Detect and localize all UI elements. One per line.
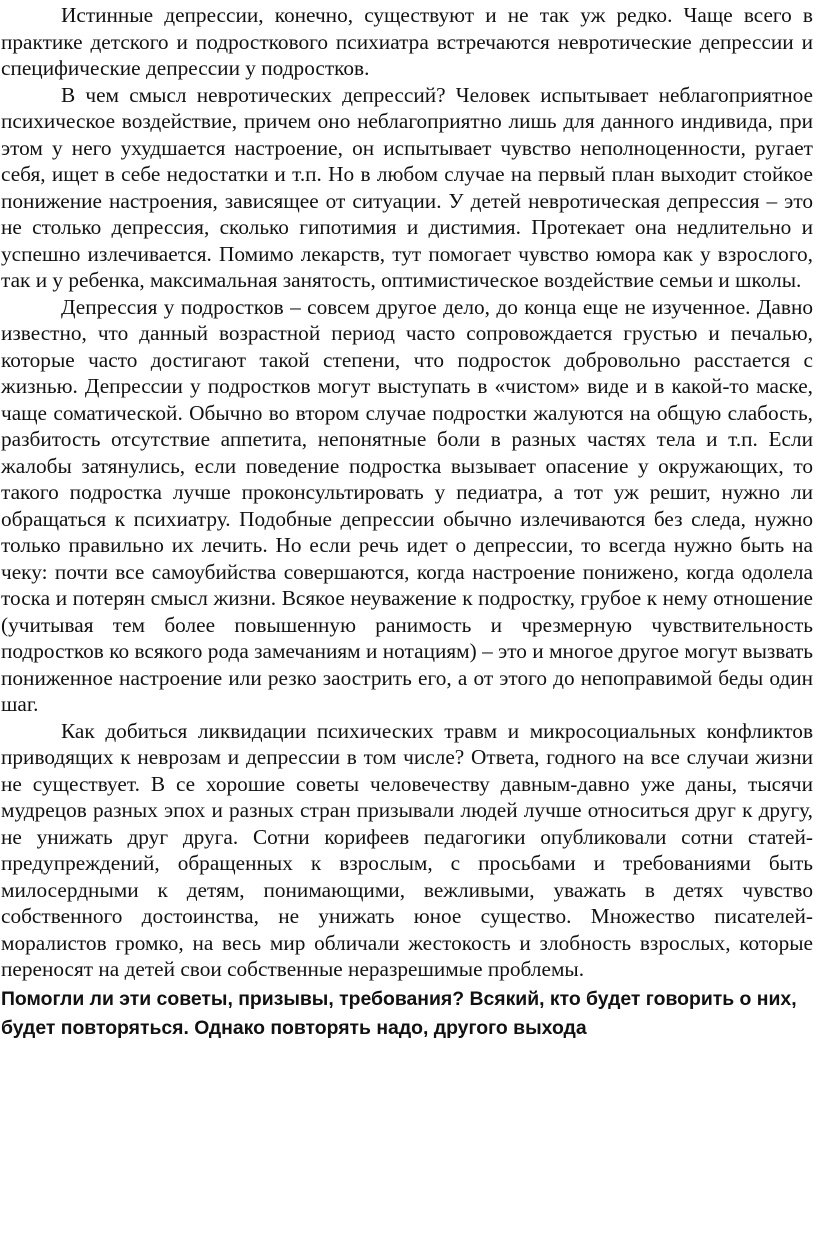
paragraph-true-depressions: Истинные депрессии, конечно, существуют и не так уж редко. Чаще всего в практике детского и подросткового психиатра встречаются невротические депрессии и специфические депрессии у подростков. bbox=[1, 3, 813, 80]
paragraph-adolescent-depression: Депрессия у подростков – совсем другое дело, до конца еще не изученное. Давно известно, что данный возрастной период часто сопровождается грустью и печалью, которые часто достигают такой степени, что подросток добровольно расстается с жизнью. Депрессии у подростков могут выступать в «чистом» виде и в какой-то маске, чаще соматической. Обычно во втором случае подростки жалуются на общую слабость, разбитость отсутствие аппетита, непонятные боли в разных частях тела и т.п. Если жалобы затянулись, если поведение подростка вызывает опасение у окружающих, то такого подростка лучше проконсультировать у педиатра, а тот уж решит, нужно ли обращаться к психиатру. Подобные депрессии обычно излечиваются без следа, нужно только правильно их лечить. Но если речь идет о депрессии, то всегда нужно быть на чеку: почти все самоубийства совершаются, когда настроение понижено, когда одолела тоска и потерян смысл жизни. Всякое неуважение к подростку, грубое к нему отношение (учитывая тем более повышенную ранимость и чрезмерную чувствительность подростков ко всякого рода замечаниям и нотациям) – это и многое другое могут вызвать пониженное настроение или резко заострить его, а от этого до непоправимой беды один шаг. bbox=[1, 294, 813, 716]
paragraph-closing-bold: Помогли ли эти советы, призывы, требования? Всякий, кто будет говорить о них, будет повторяться. Однако повторять надо, другого выхода bbox=[1, 987, 797, 1039]
paragraph-psychic-trauma: Как добиться ликвидации психических травм и микросоциальных конфликтов приводящих к неврозам и депрессии в том числе? Ответа, годного на все случаи жизни не существует. В се хорошие советы человечеству давным-давно уже даны, тысячи мудрецов разных эпох и разных стран призывали людей лучше относиться друг к другу, не унижать друг друга. Сотни корифеев педагогики опубликовали сотни статей-предупреждений, обращенных к взрослым, с просьбами и требованиями быть милосердными к детям, понимающими, вежливыми, уважать в детях чувство собственного достоинства, не унижать юное существо. Множество писателей-моралистов громко, на весь мир обличали жестокость и злобность взрослых, которые переносят на детей свои собственные неразрешимые проблемы. bbox=[1, 718, 813, 981]
paragraph-neurotic-depressions: В чем смысл невротических депрессий? Человек испытывает неблагоприятное психическое воздействие, причем оно неблагоприятно лишь для данного индивида, при этом у него ухудшается настроение, он испытывает чувство неполноценности, ругает себя, ищет в себе недостатки и т.п. Но в любом случае на первый план выходит стойкое понижение настроения, зависящее от ситуации. У детей невротическая депрессия – это не столько депрессия, сколько гипотимия и дистимия. Протекает она недлительно и успешно излечивается. Помимо лекарств, тут помогает чувство юмора как у взрослого, так и у ребенка, максимальная занятость, оптимистическое воздействие семьи и школы. bbox=[1, 82, 813, 292]
